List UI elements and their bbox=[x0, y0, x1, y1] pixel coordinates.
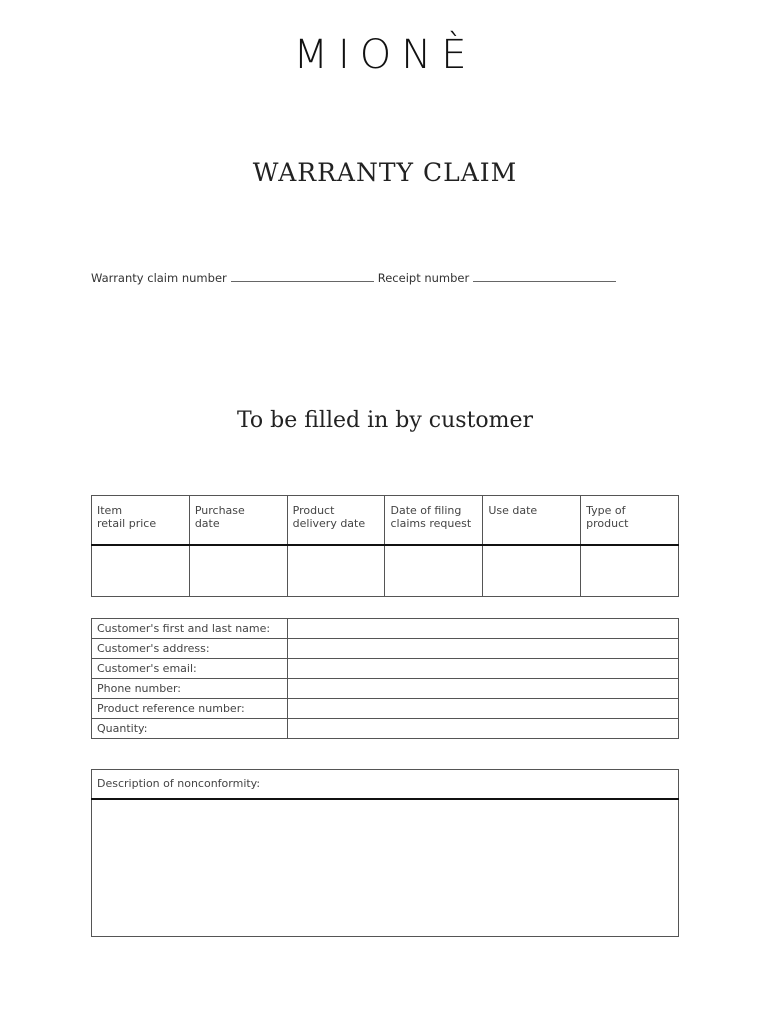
quantity-field[interactable] bbox=[288, 719, 679, 739]
customer-email-field[interactable] bbox=[288, 659, 679, 679]
customer-name-label: Customer's first and last name: bbox=[92, 619, 288, 639]
section-subtitle: To be filled in by customer bbox=[236, 408, 534, 433]
quantity-label: Quantity: bbox=[92, 719, 288, 739]
customer-address-field[interactable] bbox=[288, 639, 679, 659]
customer-info-table bbox=[91, 618, 679, 739]
table-row bbox=[92, 619, 679, 639]
customer-address-label: Customer's address: bbox=[92, 639, 288, 659]
date-of-filing-field[interactable] bbox=[385, 545, 483, 597]
product-reference-field[interactable] bbox=[288, 699, 679, 719]
warranty-claim-number-field[interactable] bbox=[231, 273, 374, 282]
brand-logo: MIONÈ bbox=[293, 32, 477, 78]
warranty-claim-number-label: Warranty claim number bbox=[91, 271, 227, 285]
claim-numbers-line bbox=[91, 271, 620, 285]
description-label: Description of nonconformity: bbox=[92, 770, 679, 800]
header-product-delivery-date: Product delivery date bbox=[287, 496, 385, 546]
customer-name-field[interactable] bbox=[288, 619, 679, 639]
page-title: WARRANTY CLAIM bbox=[252, 158, 518, 187]
description-field[interactable] bbox=[92, 799, 679, 937]
table-row bbox=[92, 639, 679, 659]
header-type-of-product: Type of product bbox=[581, 496, 679, 546]
product-table-input-row bbox=[92, 545, 679, 597]
item-retail-price-field[interactable] bbox=[92, 545, 190, 597]
product-info-table bbox=[91, 495, 679, 597]
description-table bbox=[91, 769, 679, 937]
use-date-field[interactable] bbox=[483, 545, 581, 597]
product-table-header-row bbox=[92, 496, 679, 546]
customer-email-label: Customer's email: bbox=[92, 659, 288, 679]
type-of-product-field[interactable] bbox=[581, 545, 679, 597]
table-row bbox=[92, 679, 679, 699]
receipt-number-label: Receipt number bbox=[377, 271, 470, 285]
phone-number-label: Phone number: bbox=[92, 679, 288, 699]
header-purchase-date: Purchase date bbox=[189, 496, 287, 546]
description-body-row bbox=[92, 799, 679, 937]
receipt-number-field[interactable] bbox=[473, 273, 616, 282]
header-use-date: Use date bbox=[483, 496, 581, 546]
product-delivery-date-field[interactable] bbox=[287, 545, 385, 597]
phone-number-field[interactable] bbox=[288, 679, 679, 699]
header-date-of-filing: Date of filing claims request bbox=[385, 496, 483, 546]
purchase-date-field[interactable] bbox=[189, 545, 287, 597]
table-row bbox=[92, 699, 679, 719]
description-header-row bbox=[92, 770, 679, 800]
table-row bbox=[92, 659, 679, 679]
table-row bbox=[92, 719, 679, 739]
header-item-retail-price: Item retail price bbox=[92, 496, 190, 546]
product-reference-label: Product reference number: bbox=[92, 699, 288, 719]
